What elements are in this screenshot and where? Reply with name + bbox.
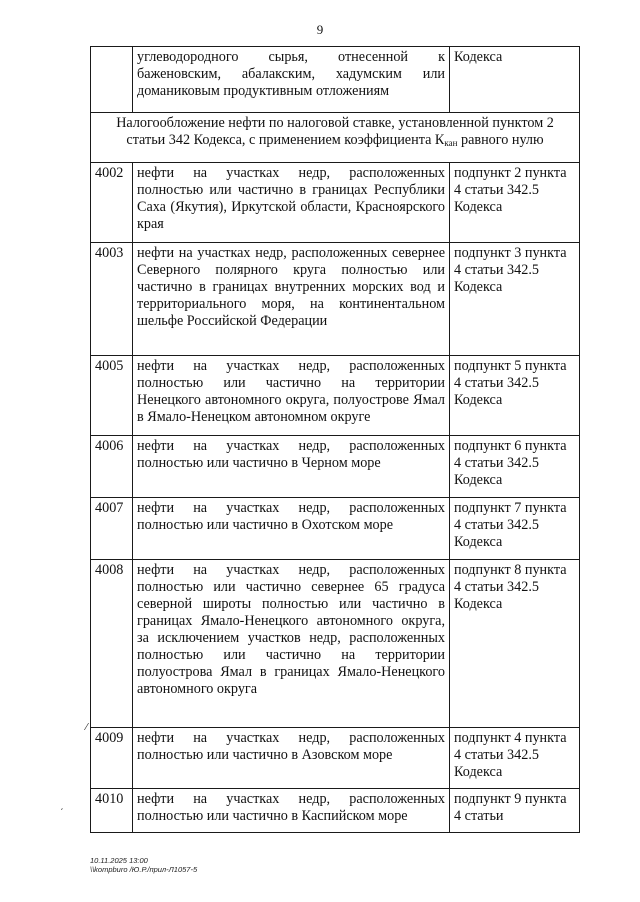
description-cell: нефти на участках недр, расположенных полностью или частично в Охотском море <box>133 498 450 560</box>
description-cell: нефти на участках недр, расположенных севернее Северного полярного круга полностью или частично в границах внутренних морских вод и территориального моря, на континентальном шельфе Российской Федерации <box>133 243 450 356</box>
table-row <box>91 356 580 436</box>
reference-cell: подпункт 3 пункта 4 статьи 342.5 Кодекса <box>450 243 580 356</box>
reference-cell: подпункт 9 пункта 4 статьи <box>450 789 580 833</box>
reference-cell: подпункт 6 пункта 4 статьи 342.5 Кодекса <box>450 436 580 498</box>
description-cell: нефти на участках недр, расположенных полностью или частично на территории Ненецкого автономного округа, полуострове Ямал в Ямало-Ненецком автономном округе <box>133 356 450 436</box>
table-row <box>91 560 580 728</box>
description-cell: нефти на участках недр, расположенных полностью или частично в границах Республики Саха (Якутия), Иркутской области, Красноярского края <box>133 163 450 243</box>
code-cell: 4008 <box>91 560 133 728</box>
footer-file-path: \\kompburo /Ю.Р./прил-Л1057-5 <box>90 865 198 874</box>
code-cell: 4006 <box>91 436 133 498</box>
description-cell: нефти на участках недр, расположенных полностью или частично в Каспийском море <box>133 789 450 833</box>
section-heading-row <box>91 113 580 163</box>
section-heading-tail: равного нулю <box>457 132 544 148</box>
table-row <box>91 728 580 789</box>
reference-cell: подпункт 4 пункта 4 статьи 342.5 Кодекса <box>450 728 580 789</box>
margin-mark: ˏ <box>60 800 64 811</box>
code-cell <box>91 47 133 113</box>
table-row <box>91 789 580 833</box>
reference-cell: подпункт 7 пункта 4 статьи 342.5 Кодекса <box>450 498 580 560</box>
table-row <box>91 243 580 356</box>
table-row <box>91 498 580 560</box>
code-cell: 4003 <box>91 243 133 356</box>
reference-cell: подпункт 2 пункта 4 статьи 342.5 Кодекса <box>450 163 580 243</box>
description-cell: нефти на участках недр, расположенных полностью или частично в Азовском море <box>133 728 450 789</box>
description-cell: нефти на участках недр, расположенных полностью или частично в Черном море <box>133 436 450 498</box>
reference-cell: Кодекса <box>450 47 580 113</box>
table-row-continued <box>91 47 580 113</box>
table-row <box>91 436 580 498</box>
reference-cell: подпункт 8 пункта 4 статьи 342.5 Кодекса <box>450 560 580 728</box>
code-cell: 4005 <box>91 356 133 436</box>
section-heading <box>91 113 580 163</box>
code-cell: 4010 <box>91 789 133 833</box>
tax-codes-table <box>90 46 580 833</box>
footer-timestamp: 10.11.2025 13:00 <box>90 856 148 865</box>
section-heading-text: Налогообложение нефти по налоговой ставке, установленной пунктом 2 статьи 342 Кодекса, с применением коэффициента К <box>116 115 554 148</box>
description-cell: углеводородного сырья, отнесенной к баженовским, абалакским, хадумским или доманиковым продуктивным отложениям <box>133 47 450 113</box>
margin-mark: ⁄ <box>86 722 88 733</box>
page-number: 9 <box>316 22 324 37</box>
description-cell: нефти на участках недр, расположенных полностью или частично севернее 65 градуса северной широты полностью или частично в границах Ямало-Ненецкого автономного округа, за исключением участков недр, расположенных полностью или частично на территории полуострова Ямал в границах Ямало-Ненецкого автономного округа <box>133 560 450 728</box>
document-footer <box>90 856 197 874</box>
coefficient-subscript: кан <box>444 138 458 148</box>
table-row <box>91 163 580 243</box>
reference-cell: подпункт 5 пункта 4 статьи 342.5 Кодекса <box>450 356 580 436</box>
code-cell: 4007 <box>91 498 133 560</box>
code-cell: 4009 <box>91 728 133 789</box>
code-cell: 4002 <box>91 163 133 243</box>
